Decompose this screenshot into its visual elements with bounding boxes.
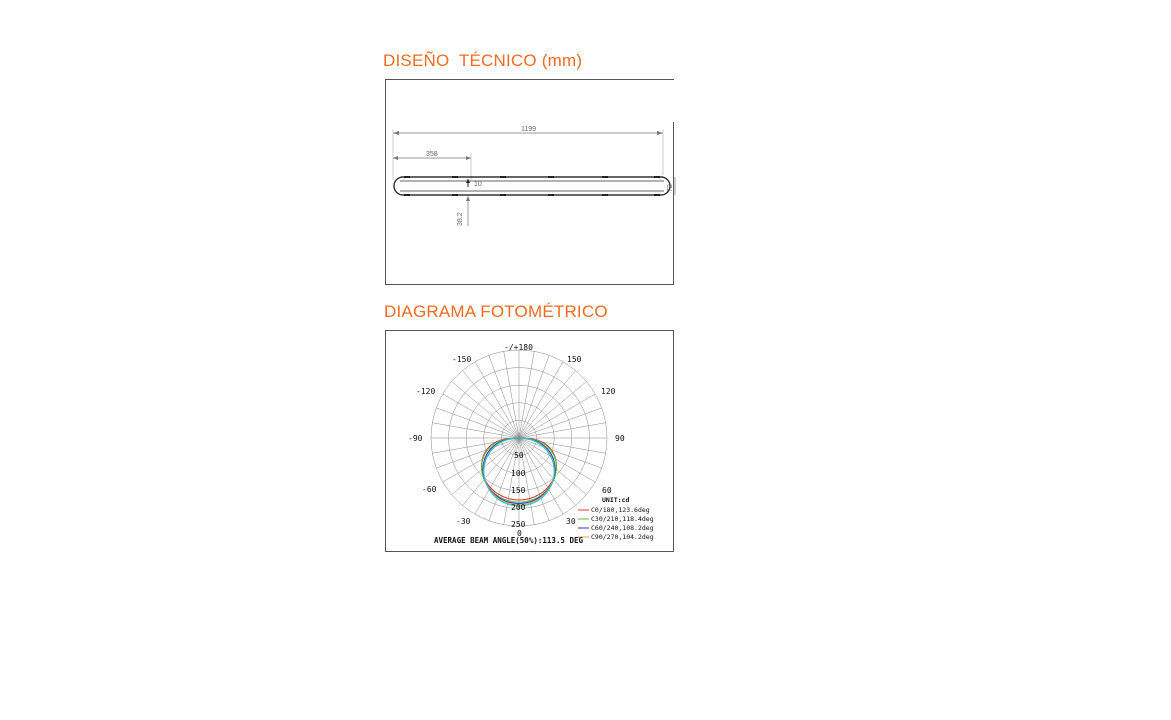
average-beam-angle: AVERAGE BEAM ANGLE(50%):113.5 DEG bbox=[434, 536, 584, 545]
angle-label-p30: 30 bbox=[566, 517, 576, 526]
height-label: 72 bbox=[667, 184, 674, 192]
bracket-position-label: 358 bbox=[426, 151, 438, 158]
technical-drawing bbox=[386, 80, 675, 286]
technical-drawing-panel bbox=[385, 79, 674, 285]
radial-label-200: 200 bbox=[511, 503, 526, 512]
bracket-height-label: 38.2 bbox=[457, 212, 464, 226]
angle-label-m30: -30 bbox=[456, 517, 471, 526]
angle-label-p120: 120 bbox=[601, 387, 616, 396]
angle-label-180: -/+180 bbox=[504, 343, 533, 352]
radial-label-100: 100 bbox=[511, 469, 526, 478]
polar-diagram bbox=[386, 331, 675, 553]
legend bbox=[578, 506, 654, 541]
mounting-clips bbox=[404, 176, 660, 196]
technical-design-heading: DISEÑO TÉCNICO (mm) bbox=[383, 51, 583, 70]
luminaire-body bbox=[394, 177, 670, 195]
angle-label-m120: -120 bbox=[416, 387, 436, 396]
clip-gap-label: 10 bbox=[474, 181, 482, 188]
legend-entry-c30: C30/210,118.4deg bbox=[591, 515, 654, 523]
angle-label-p90: 90 bbox=[615, 434, 625, 443]
angle-label-0: 0 bbox=[517, 529, 522, 538]
radial-label-150: 150 bbox=[511, 486, 526, 495]
radial-label-250: 250 bbox=[511, 520, 526, 529]
total-length-label: 1199 bbox=[521, 126, 537, 133]
angle-label-p150: 150 bbox=[567, 355, 582, 364]
radial-label-50: 50 bbox=[514, 451, 524, 460]
photometric-diagram-heading: DIAGRAMA FOTOMÉTRICO bbox=[384, 302, 608, 321]
legend-entry-c60: C60/240,108.2deg bbox=[591, 524, 654, 532]
legend-entry-c90: C90/270,104.2deg bbox=[591, 533, 654, 541]
angle-label-p60: 60 bbox=[602, 486, 612, 495]
angle-label-m90: -90 bbox=[408, 434, 423, 443]
photometric-diagram-panel bbox=[385, 330, 674, 552]
angle-label-m150: -150 bbox=[452, 355, 472, 364]
legend-entry-c0: C0/180,123.6deg bbox=[591, 506, 650, 514]
unit-label: UNIT:cd bbox=[602, 496, 630, 504]
angle-label-m60: -60 bbox=[422, 485, 437, 494]
